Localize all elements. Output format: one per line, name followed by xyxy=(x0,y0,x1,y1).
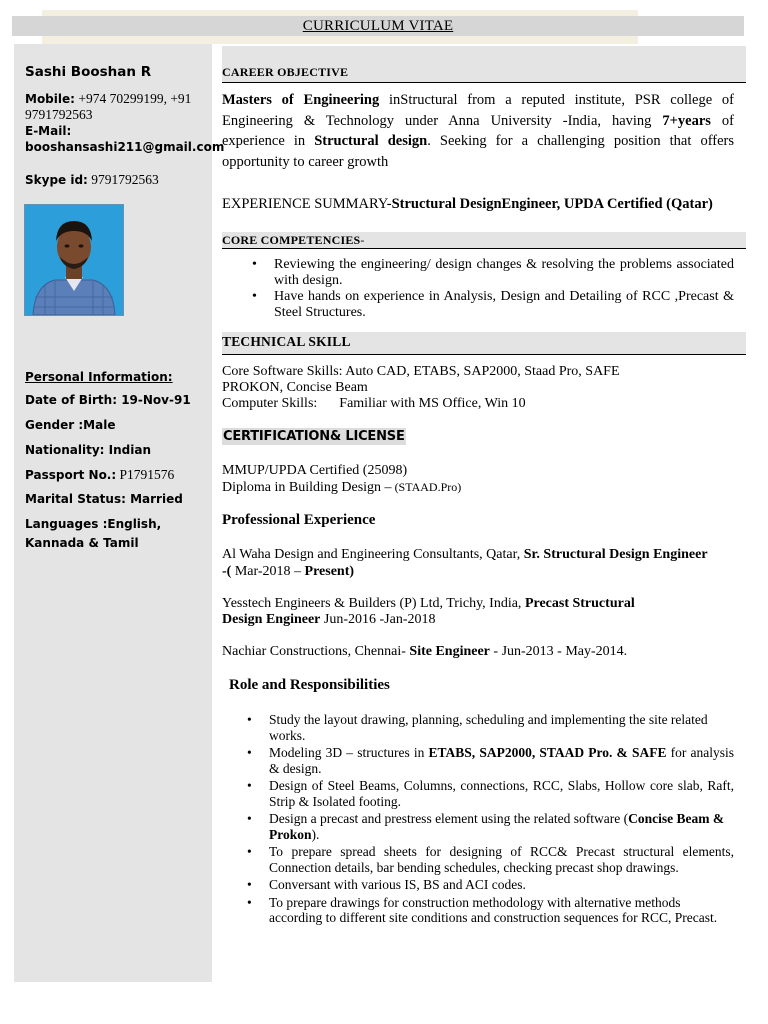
personal-nationality xyxy=(25,442,151,458)
list-item xyxy=(269,811,734,842)
certification-upda: MMUP/UPDA Certified (25098) xyxy=(222,463,408,478)
career-text-a: inStructural from a reputed institute, PSR college of Engineering & Technology under Anna University -India, having xyxy=(222,92,735,129)
role-7-text: To prepare drawings for construction methodology with alternative methods according to different site conditions and construction sequences for RCC, Precast. xyxy=(269,894,718,925)
career-design: Structural design xyxy=(314,133,428,149)
list-item xyxy=(269,712,734,743)
technical-skills-text xyxy=(222,364,620,412)
certification-diploma xyxy=(222,479,461,496)
career-objective-heading xyxy=(222,46,746,83)
technical-core-software-cont: PROKON, Concise Beam xyxy=(222,380,368,395)
career-years: 7+years xyxy=(662,112,711,129)
marital-value: Married xyxy=(125,492,183,506)
experience-summary-label: EXPERIENCE SUMMARY- xyxy=(222,196,392,212)
sidebar xyxy=(14,44,225,982)
role-5-text: To prepare spread sheets for designing of RCC& Precast structural elements, Connection details, bar bending schedules, checking precast shop drawings. xyxy=(269,844,734,875)
skype-label: Skype id: xyxy=(25,173,88,187)
personal-marital xyxy=(25,491,183,507)
professional-experience-heading: Professional Experience xyxy=(222,512,376,528)
experience-2-role: Precast Structural Design Engineer xyxy=(222,596,635,627)
experience-3-dates: - Jun-2013 - May-2014. xyxy=(489,644,628,659)
email-value: booshansashi211@gmail.com xyxy=(25,140,225,154)
core-competencies-title: CORE COMPETENCIES xyxy=(222,233,361,247)
role-1-text: Study the layout drawing, planning, scheduling and implementing the site related works. xyxy=(269,712,708,743)
career-text-c: . Seeking for a challenging position that offers opportunity to career growth xyxy=(222,133,735,170)
career-text-b: of experience in xyxy=(222,112,734,149)
profile-photo xyxy=(24,204,124,316)
role-4-text-b: ). xyxy=(311,826,320,842)
list-item xyxy=(269,778,734,809)
experience-2-company: Yesstech Engineers & Builders (P) Ltd, Trichy, India, xyxy=(222,596,525,611)
gender-value: :Male xyxy=(74,418,116,432)
personal-info-heading: Personal Information: xyxy=(25,370,173,384)
marital-label: Marital Status: xyxy=(25,492,126,506)
diploma-text: Diploma in Building Design – xyxy=(222,480,392,495)
dob-label: Date of Birth: xyxy=(25,393,118,407)
experience-entry-3 xyxy=(222,644,627,660)
career-objective-text xyxy=(222,90,734,172)
gender-label: Gender xyxy=(25,418,75,432)
experience-1-present: Present) xyxy=(304,564,355,579)
list-item xyxy=(269,877,734,893)
experience-3-company: Nachiar Constructions, Chennai- xyxy=(222,644,410,659)
skype-value: 9791792563 xyxy=(87,172,159,187)
document-title-bar xyxy=(12,16,744,36)
list-item: • Have hands on experience in Analysis, Design and Detailing of RCC ,Precast & Steel Structures. xyxy=(274,289,734,320)
experience-entry-1 xyxy=(222,546,712,580)
experience-1-dates: Mar-2018 – xyxy=(231,564,305,579)
personal-languages xyxy=(25,515,175,553)
mobile-label: Mobile: xyxy=(25,92,75,106)
core-competencies-heading xyxy=(222,232,746,249)
profile-photo-illustration xyxy=(25,205,123,315)
computer-skills-value: Familiar with MS Office, Win 10 xyxy=(339,396,526,411)
experience-3-role: Site Engineer xyxy=(409,644,490,659)
experience-summary-value: Structural DesignEngineer, UPDA Certified (Qatar) xyxy=(391,196,713,212)
passport-value: P1791576 xyxy=(116,467,175,482)
skype-info xyxy=(25,172,159,188)
mobile-value: +974 70299199, +91 9791792563 xyxy=(25,91,192,122)
diploma-software: (STAAD.Pro) xyxy=(391,480,462,494)
role-2-software: ETABS, SAP2000, STAAD Pro. & SAFE xyxy=(428,745,667,760)
certification-heading: CERTIFICATION& LICENSE xyxy=(223,429,405,444)
experience-1-role: Sr. Structural Design Engineer xyxy=(523,547,708,562)
role-2-text-a: Modeling 3D – structures in xyxy=(269,745,429,760)
email-label: E-Mail: xyxy=(25,124,72,138)
role-3-text: Design of Steel Beams, Columns, connections, RCC, Slabs, Hollow core slab, Raft, Strip & Isolated footing. xyxy=(269,778,734,809)
email-info xyxy=(25,123,225,155)
mobile-info xyxy=(25,91,210,123)
technical-computer-skills xyxy=(222,396,620,412)
list-item: • Reviewing the engineering/ design changes & resolving the problems associated with design. xyxy=(274,257,734,288)
candidate-name: Sashi Booshan R xyxy=(25,64,152,80)
technical-skill-heading xyxy=(222,332,746,355)
nationality-value: Indian xyxy=(104,443,151,457)
passport-label: Passport No.: xyxy=(25,468,117,482)
experience-1-dash: -( xyxy=(222,564,232,579)
experience-summary xyxy=(222,196,713,212)
technical-skill-title: TECHNICAL SKILL xyxy=(222,334,351,349)
core-competencies-list xyxy=(274,257,734,321)
list-item xyxy=(269,844,734,875)
dob-value: 19-Nov-91 xyxy=(117,393,191,407)
role-4-software: Concise Beam & Prokon xyxy=(269,811,725,842)
document-title: CURRICULUM VITAE xyxy=(302,18,454,34)
role-4-text-a: Design a precast and prestress element using the related software ( xyxy=(269,811,629,826)
languages-value: :English, Kannada & Tamil xyxy=(25,517,162,550)
personal-passport xyxy=(25,467,174,483)
nationality-label: Nationality: xyxy=(25,443,105,457)
list-item xyxy=(269,745,734,776)
technical-core-software: Core Software Skills: Auto CAD, ETABS, SAP2000, Staad Pro, SAFE xyxy=(222,364,620,379)
experience-2-dates: Jun-2016 -Jan-2018 xyxy=(320,612,436,627)
roles-heading: Role and Responsibilities xyxy=(229,677,390,693)
career-degree: Masters of Engineering xyxy=(222,92,380,108)
role-6-text: Conversant with various IS, BS and ACI codes. xyxy=(269,877,526,892)
core-competencies-suffix: - xyxy=(360,233,365,247)
languages-label: Languages xyxy=(25,517,99,531)
personal-gender xyxy=(25,417,115,433)
list-item xyxy=(269,895,734,926)
certification-text xyxy=(222,463,461,496)
computer-skills-label: Computer Skills: xyxy=(222,396,318,411)
personal-dob xyxy=(25,392,191,408)
career-objective-title: CAREER OBJECTIVE xyxy=(222,65,349,79)
experience-1-company: Al Waha Design and Engineering Consultants, Qatar, xyxy=(222,547,524,562)
experience-entry-2 xyxy=(222,596,672,628)
role-2-text-b: for analysis & design. xyxy=(269,745,734,776)
roles-list xyxy=(269,712,734,928)
